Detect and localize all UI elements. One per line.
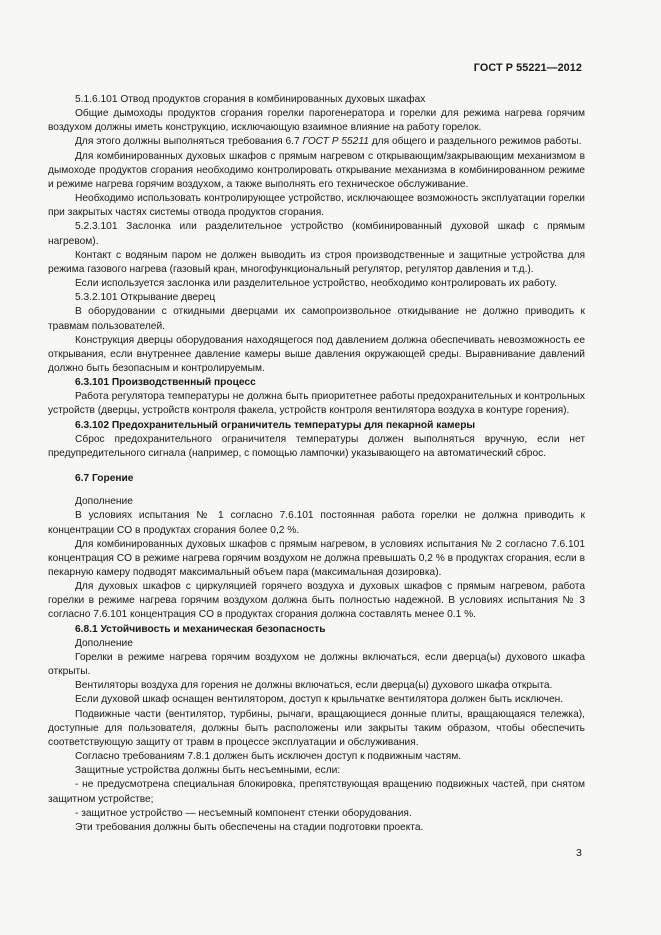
paragraph: Вентиляторы воздуха для горения не должны включаться, если дверца(ы) духового шкафа открыта. [75, 680, 553, 692]
document-body [48, 93, 585, 835]
document-header: ГОСТ Р 55221—2012 [473, 62, 582, 74]
paragraph: Защитные устройства должны быть несъемными, если: [75, 765, 341, 777]
paragraph: Если духовой шкаф оснащен вентилятором, доступ к крыльчатке вентилятора должен быть исключен. [75, 694, 564, 706]
paragraph: Для комбинированных духовых шкафов с прямым нагревом с открывающим/закрывающим механизмом в дымоходе продуктов сгорания необходимо контролировать открывание механизма в комбинированном режиме и режиме нагрева горячим воздухом, а также выполнять его техническое обслуживание. [48, 150, 585, 190]
paragraph: Если используется заслонка или разделительное устройство, необходимо контролировать их работу. [75, 278, 557, 290]
list-item: - защитное устройство — несъемный компонент стенки оборудования. [75, 807, 412, 819]
section-heading: 6.7 Горение [75, 473, 134, 485]
standard-reference: ГОСТ Р 55211 [302, 136, 369, 148]
paragraph [48, 135, 585, 149]
paragraph: 5.2.3.101 Заслонка или разделительное устройство (комбинированный духовой шкаф с прямым нагревом). [48, 221, 585, 247]
paragraph: Сброс предохранительного ограничителя температуры должен выполняться вручную, если нет предупредительного сигнала (например, с помощью лампочки) указывающего на автоматический сброс. [48, 433, 585, 459]
paragraph: Эти требования должны быть обеспечены на стадии подготовки проекта. [75, 821, 424, 833]
paragraph-text: для общего и раздельного режимов работы. [368, 136, 582, 148]
paragraph: Необходимо использовать контролирующее устройство, исключающее возможность эксплуатации горелки при закрытых частях системы отвода продуктов сгорания. [48, 193, 585, 219]
paragraph: В оборудовании с откидными дверцами их самопроизвольное откидывание не должно приводить к травмам пользователей. [48, 306, 585, 332]
paragraph: Для комбинированных духовых шкафов с прямым нагревом, в условиях испытания № 2 согласно 7.6.101 концентрация CO в режиме нагрева горячим воздухом не должна превышать 0,2 % в продуктах сгорания, если в пекарную камеру подводят максимальный объем пара (максимальная дозировка). [48, 538, 585, 578]
paragraph: Конструкция дверцы оборудования находящегося под давлением должна обеспечивать невозможность ее открывания, если внутреннее давление камеры выше давления окружающей среды. Выравнивание давлений должно быть безопасным и контролируемым. [48, 334, 585, 374]
page-number: 3 [576, 847, 582, 859]
paragraph: Для духовых шкафов с циркуляцией горячего воздуха и духовых шкафов с прямым нагревом, работа горелки в режиме нагрева горячим воздухом должна быть полностью надежной. В условиях испытания № 3 согласно 7.6.101 концентрация CO в продуктах сгорания должна составлять менее 0.1 %. [48, 581, 585, 621]
paragraph: В условиях испытания № 1 согласно 7.6.101 постоянная работа горелки не должна приводить к концентрации CO в продуктах сгорания более 0,2 %. [48, 510, 585, 536]
paragraph: Подвижные части (вентилятор, турбины, рычаги, вращающиеся донные плиты, вращающаяся тележка), доступные для пользователя, должны быть расположены или закрыты таким образом, чтобы обеспечить соответствующую защиту от травм в процессе эксплуатации и обслуживания. [48, 708, 585, 748]
section-heading: 5.3.2.101 Открывание дверец [75, 292, 216, 304]
paragraph-text: Для этого должны выполняться требования 6.7 [75, 136, 303, 148]
paragraph: Согласно требованиям 7.8.1 должен быть исключен доступ к подвижным частям. [75, 751, 462, 763]
paragraph: Общие дымоходы продуктов сгорания горелки парогенератора и горелки для режима нагрева горячим воздухом должны иметь конструкцию, исключающую взаимное влияние на работу горелок. [48, 108, 585, 134]
addendum-label: Дополнение [75, 637, 133, 649]
section-heading: 6.8.1 Устойчивость и механическая безопасность [75, 623, 326, 635]
paragraph: Горелки в режиме нагрева горячим воздухом не должны включаться, если дверца(ы) духового шкафа открыты. [48, 651, 585, 678]
section-heading: 6.3.102 Предохранительный ограничитель температуры для пекарной камеры [75, 419, 476, 431]
list-item: - не предусмотрена специальная блокировка, препятствующая вращению подвижных частей, при снятом защитном устройстве; [48, 779, 585, 805]
paragraph: Работа регулятора температуры не должна быть приоритетнее работы предохранительных и контрольных устройств (дверцы, устройств контроля факела, устройств контроля вентилятора воздуха в контуре горения). [48, 391, 585, 417]
addendum-label: Дополнение [75, 496, 133, 508]
section-heading: 6.3.101 Производственный процесс [75, 377, 256, 389]
paragraph: Контакт с водяным паром не должен выводить из строя производственные и защитные устройства для режима газового нагрева (газовый кран, многофункциональный регулятор, регулятор давления и т.д.). [48, 249, 585, 275]
section-heading: 5.1.6.101 Отвод продуктов сгорания в комбинированных духовых шкафах [75, 94, 426, 105]
